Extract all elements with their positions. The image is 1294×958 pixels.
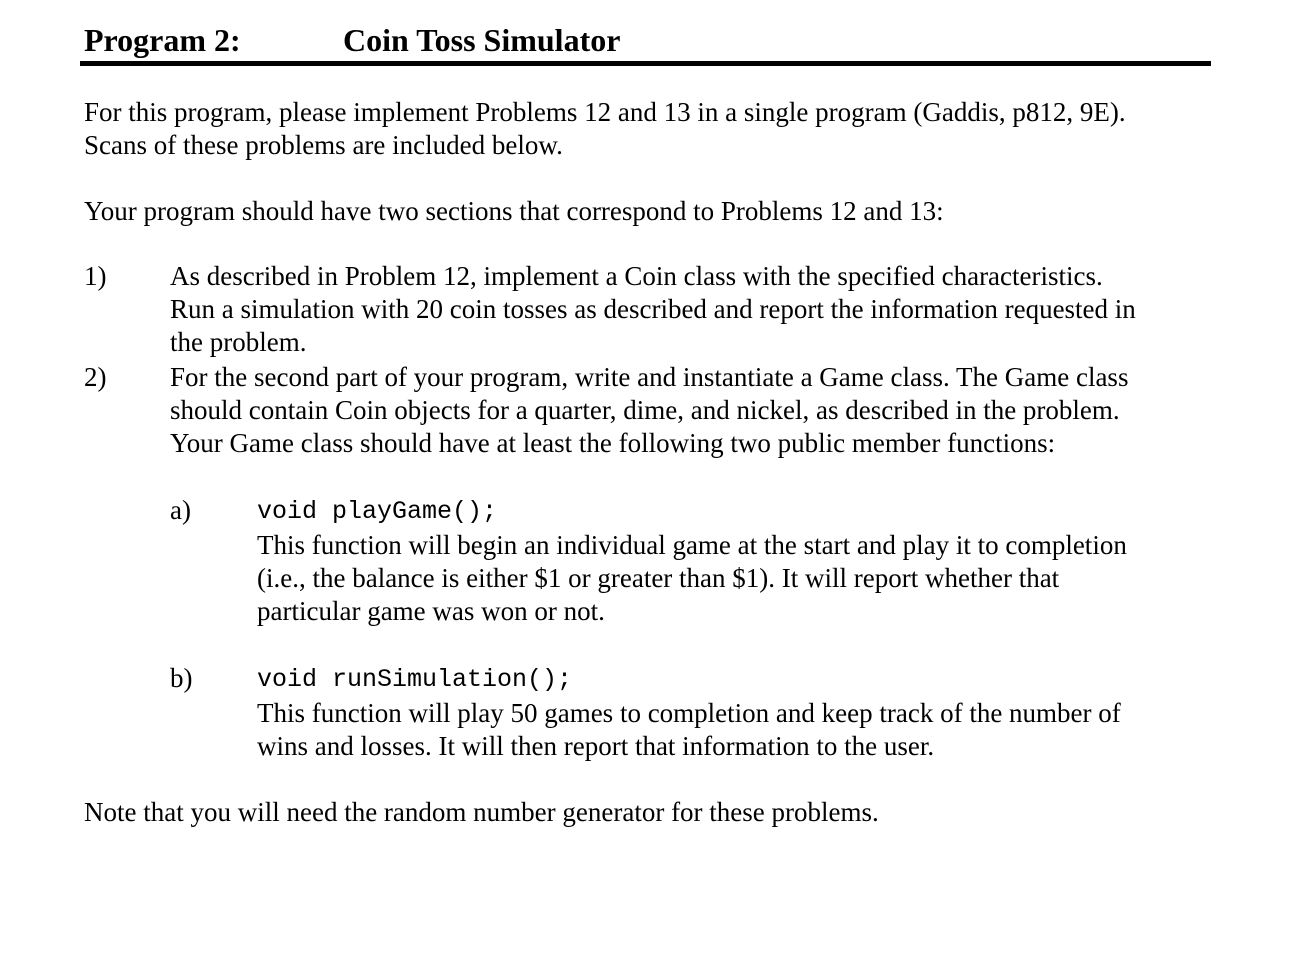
note-paragraph: Note that you will need the random number generator for these problems.	[84, 797, 879, 827]
item-line: As described in Problem 12, implement a Coin class with the specified characteristics.	[170, 261, 1103, 291]
function-line: This function will begin an individual game at the start and play it to completion	[257, 530, 1127, 560]
item-line: Run a simulation with 20 coin tosses as described and report the information requested in	[170, 294, 1136, 324]
item-line: the problem.	[170, 327, 307, 357]
function-line: (i.e., the balance is either $1 or greater than $1). It will report whether that	[257, 563, 1060, 593]
item-number: 1)	[84, 261, 107, 291]
function-letter: b)	[170, 663, 193, 693]
function-line: This function will play 50 games to completion and keep track of the number of	[257, 698, 1121, 728]
function-signature: void runSimulation();	[257, 665, 573, 694]
item-1-text	[170, 260, 1136, 359]
item-line: For the second part of your program, write and instantiate a Game class. The Game class	[170, 362, 1129, 392]
intro-line: Scans of these problems are included below.	[84, 130, 563, 160]
document-header	[80, 18, 1211, 66]
function-signature: void playGame();	[257, 497, 498, 526]
function-b-description	[257, 697, 1121, 763]
program-label: Program 2:	[84, 22, 241, 58]
item-2-text	[170, 361, 1128, 460]
program-title: Coin Toss Simulator	[343, 22, 621, 58]
function-a-description	[257, 529, 1127, 628]
sections-intro: Your program should have two sections that correspond to Problems 12 and 13:	[84, 196, 944, 226]
intro-paragraph	[84, 96, 1126, 162]
item-line: should contain Coin objects for a quarter, dime, and nickel, as described in the problem.	[170, 395, 1120, 425]
function-line: particular game was won or not.	[257, 596, 605, 626]
function-letter: a)	[170, 495, 191, 525]
item-number: 2)	[84, 362, 107, 392]
item-line: Your Game class should have at least the following two public member functions:	[170, 428, 1056, 458]
intro-line: For this program, please implement Problems 12 and 13 in a single program (Gaddis, p812, 9E).	[84, 97, 1126, 127]
function-line: wins and losses. It will then report that information to the user.	[257, 731, 935, 761]
